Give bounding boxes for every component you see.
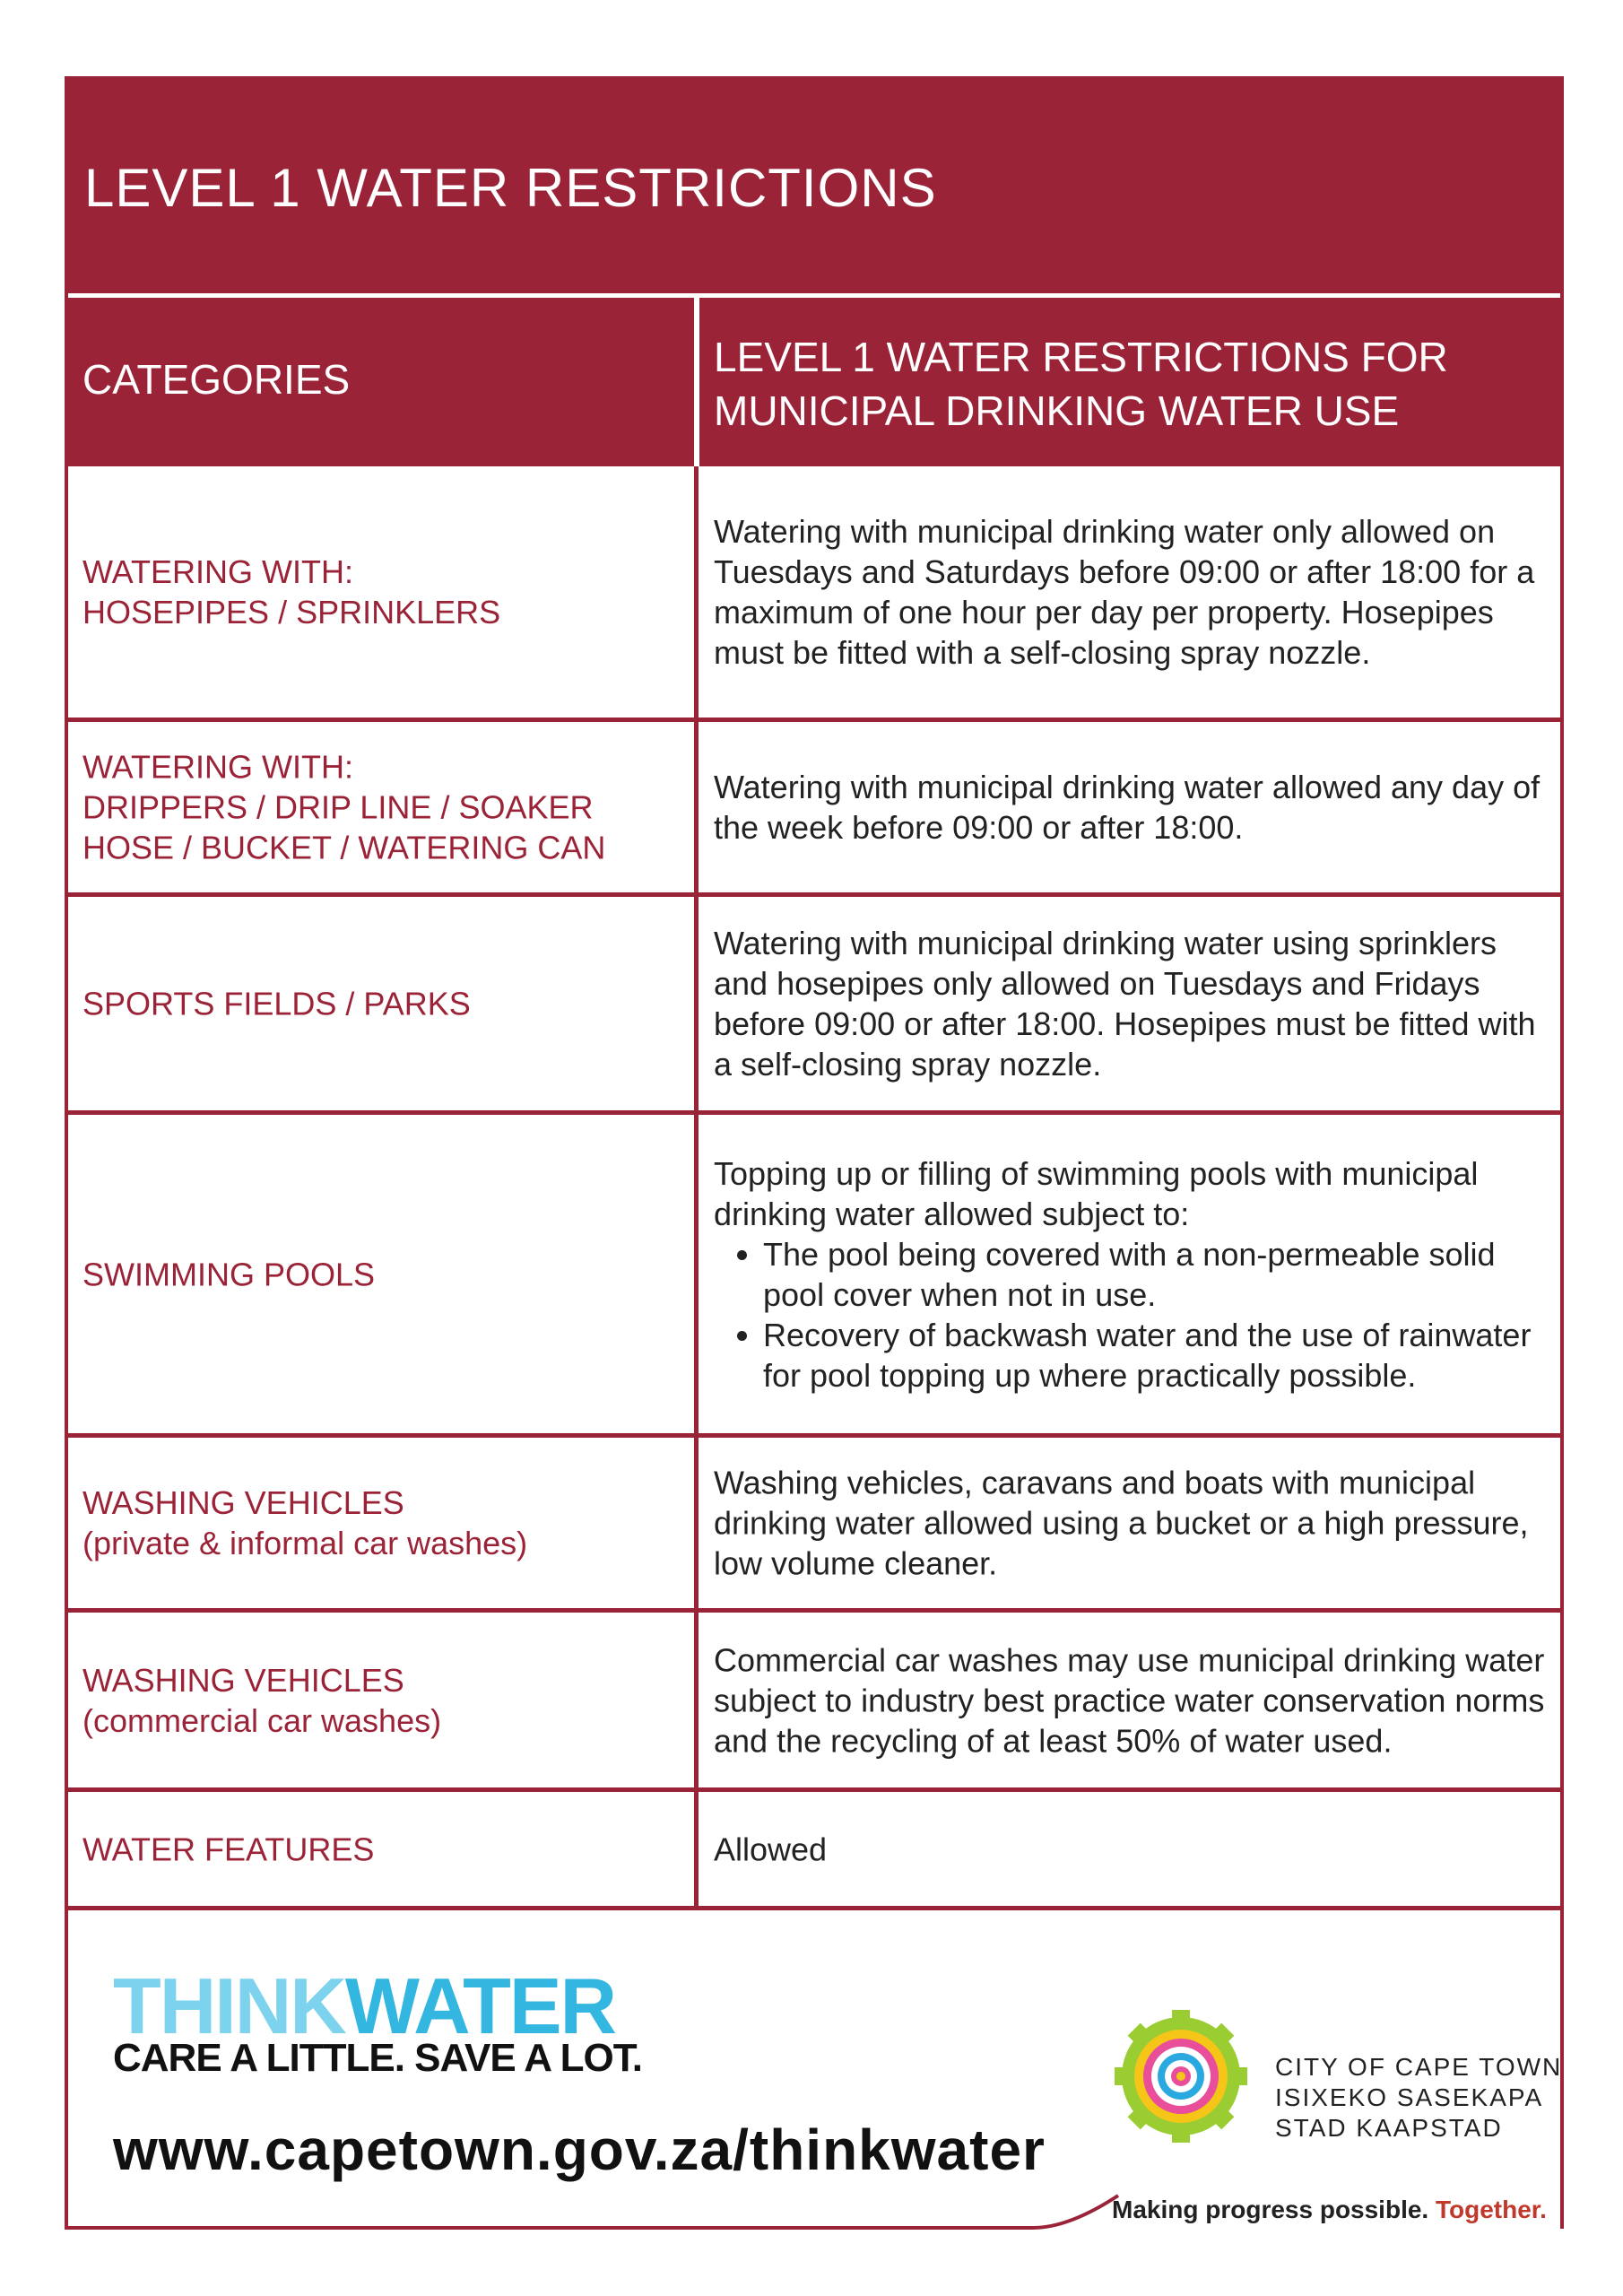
list-item: • The pool being covered with a non-permeable solid pool cover when not in use.: [763, 1234, 1548, 1315]
slogan: [1112, 2196, 1547, 2224]
row-description: Commercial car washes may use municipal drinking water subject to industry best practice water conservation norms and the recycling of at least 50% of water used.: [714, 1641, 1545, 1759]
slogan-main: Making progress possible.: [1112, 2196, 1429, 2223]
table-row: [65, 466, 1564, 722]
row-description: Watering with municipal drinking water allowed any day of the week before 09:00 or after 18:00.: [714, 769, 1541, 846]
city-line: STAD KAAPSTAD: [1275, 2114, 1503, 2142]
table-row: [65, 1115, 1564, 1438]
bullet-list: [714, 1234, 1548, 1396]
row-divider: [694, 1792, 699, 1906]
row-divider: [694, 897, 699, 1110]
city-name: [1275, 2052, 1562, 2144]
row-divider: [694, 722, 699, 892]
category-line: HOSEPIPES / SPRINKLERS: [82, 594, 501, 631]
website-link[interactable]: www.capetown.gov.za/thinkwater: [113, 2118, 1046, 2182]
table-row: [65, 1438, 1564, 1613]
category-line: SWIMMING POOLS: [82, 1256, 376, 1292]
header-restrictions: LEVEL 1 WATER RESTRICTIONS FOR MUNICIPAL DRINKING WATER USE: [714, 334, 1448, 434]
table-row: [65, 1613, 1564, 1792]
row-category: [82, 1829, 674, 1869]
row-description: Watering with municipal drinking water using sprinklers and hosepipes only allowed on Tuesdays and Fridays before 09:00 or after 18:00. Hosepipes must be fitted with a self-closing spray nozzle.: [714, 925, 1536, 1083]
row-category: [82, 984, 674, 1024]
table-row: [65, 897, 1564, 1115]
row-divider: [694, 1438, 699, 1608]
category-line: SPORTS FIELDS / PARKS: [82, 985, 471, 1022]
header-divider: [694, 298, 699, 466]
tagline: CARE A LITTLE. SAVE A LOT.: [113, 2036, 642, 2080]
row-description: Washing vehicles, caravans and boats with municipal drinking water allowed using a bucket or a high pressure, low volume cleaner.: [714, 1464, 1529, 1582]
table-row: [65, 1792, 1564, 1910]
page-title: LEVEL 1 WATER RESTRICTIONS: [84, 158, 937, 218]
header-categories: CATEGORIES: [82, 356, 351, 403]
row-divider: [694, 466, 699, 718]
table-row: [65, 722, 1564, 897]
category-line: WATERING WITH:: [82, 553, 353, 590]
row-description: Allowed: [714, 1831, 828, 1867]
title-bar: [65, 76, 1564, 293]
row-category: [82, 1254, 674, 1294]
category-line: WASHING VEHICLES: [82, 1484, 404, 1521]
city-line: CITY OF CAPE TOWN: [1275, 2053, 1563, 2081]
description-intro: Topping up or filling of swimming pools with municipal drinking water allowed subject to:: [714, 1154, 1479, 1232]
row-description: Watering with municipal drinking water only allowed on Tuesdays and Saturdays before 09:00 or after 18:00 for a maximum of one hour per day per property. Hosepipes must be fitted with a self-closing spray nozzle.: [714, 513, 1535, 671]
city-line: ISIXEKO SASEKAPA: [1275, 2083, 1544, 2111]
table-header: [65, 298, 1564, 466]
slogan-accent: Together.: [1435, 2196, 1547, 2223]
category-line: WATERING WITH:: [82, 748, 353, 786]
row-category: [82, 1483, 674, 1563]
brand-think: THINK: [113, 1961, 345, 2050]
brand-water: WATER: [344, 1961, 616, 2050]
category-line: (private & informal car washes): [82, 1525, 528, 1561]
row-category: [82, 1660, 674, 1741]
category-line: WATER FEATURES: [82, 1831, 375, 1867]
category-line: (commercial car washes): [82, 1701, 442, 1739]
footer: [65, 1910, 1564, 2233]
list-item: • Recovery of backwash water and the use of rainwater for pool topping up where practically possible.: [763, 1315, 1548, 1396]
city-emblem-icon: [1114, 2009, 1248, 2144]
row-category: [82, 747, 674, 868]
row-category: [82, 552, 674, 632]
row-description: [714, 1153, 1548, 1396]
category-line: WASHING VEHICLES: [82, 1661, 404, 1699]
row-divider: [694, 1613, 699, 1787]
row-divider: [694, 1115, 699, 1433]
category-line: DRIPPERS / DRIP LINE / SOAKER HOSE / BUCKET / WATERING CAN: [82, 788, 606, 866]
